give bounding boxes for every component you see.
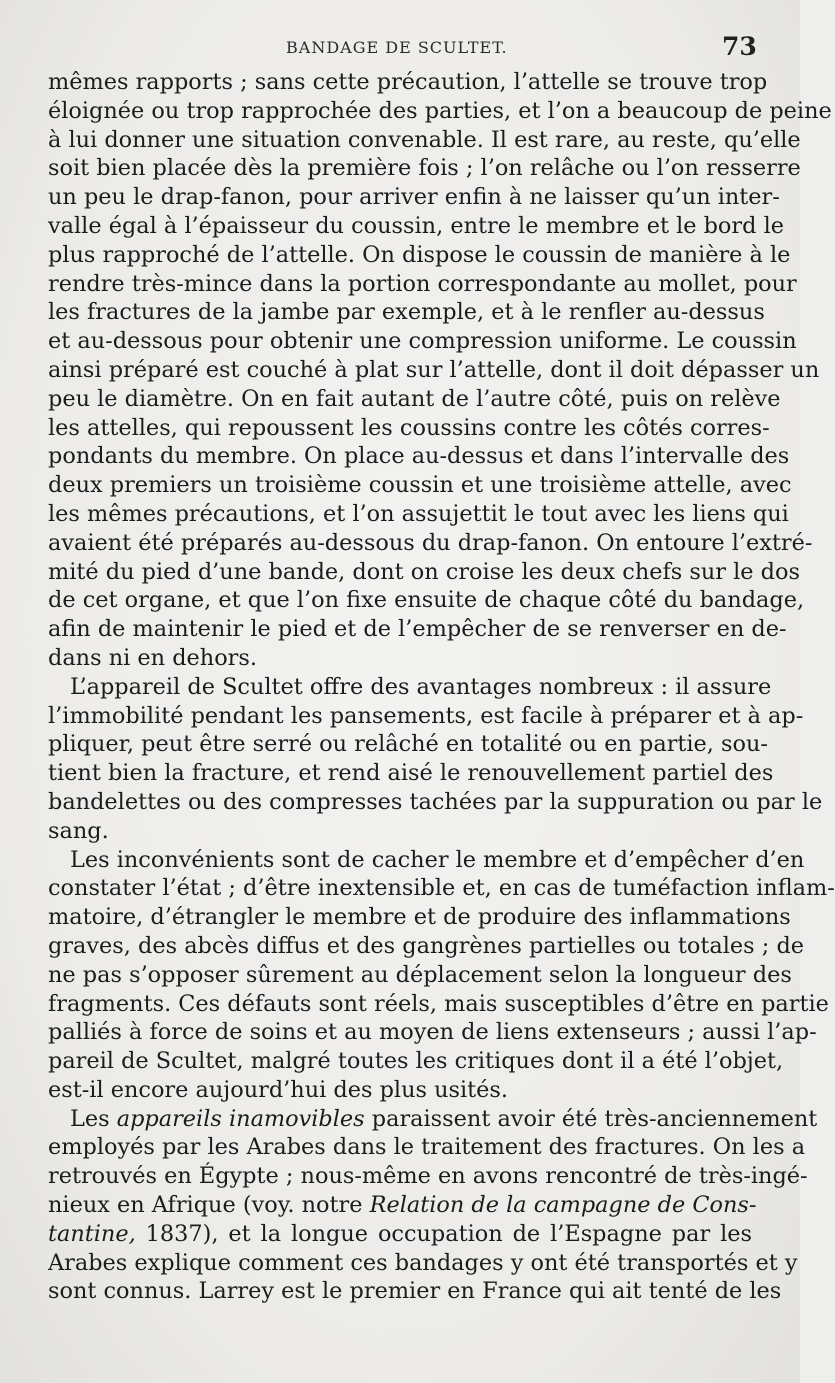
text-run: matoire, d’étrangler le membre et de produire des inflammations [48, 904, 791, 931]
paragraph [48, 1105, 818, 1307]
text-line [48, 1220, 752, 1249]
text-line [48, 356, 820, 385]
text-line [48, 183, 780, 212]
text-run: employés par les Arabes dans le traitement des fractures. On les a [48, 1134, 806, 1161]
text-line [48, 327, 797, 356]
text-run: constater l’état ; d’être inextensible et, en cas de tuméfaction inflam- [48, 875, 835, 902]
italic-text: appareils inamovibles [116, 1105, 365, 1132]
text-run: plus rapproché de l’attelle. On dispose le coussin de manière à le [48, 241, 791, 268]
text-line [48, 126, 801, 155]
text-line [48, 1047, 784, 1076]
text-line [48, 154, 801, 183]
text-run: tient bien la fracture, et rend aisé le renouvellement partiel des [48, 760, 774, 787]
text-line [48, 874, 835, 903]
text-line [48, 1162, 808, 1191]
text-run: 1837), et la longue occupation de l’Espagne par les [135, 1220, 752, 1247]
text-run: palliés à force de soins et au moyen de liens extenseurs ; aussi l’ap- [48, 1019, 817, 1046]
text-run: les fractures de la jambe par exemple, et à le renfler au-dessus [48, 299, 765, 326]
text-line [48, 644, 752, 673]
text-line [48, 414, 770, 443]
text-run: Les [70, 1105, 117, 1132]
text-line [48, 241, 791, 270]
text-line [48, 932, 805, 961]
text-run: de cet organe, et que l’on fixe ensuite de chaque côté du bandage, [48, 587, 805, 614]
text-run: Arabes explique comment ces bandages y ont été transportés et y [48, 1249, 798, 1276]
text-line [48, 817, 752, 846]
text-run: sang. [48, 817, 109, 844]
text-run: fragments. Ces défauts sont réels, mais susceptibles d’être en partie [48, 990, 829, 1017]
text-line [48, 68, 768, 97]
text-run: paraissent avoir été très-anciennement [364, 1105, 818, 1132]
text-run: les attelles, qui repoussent les coussins contre les côtés corres- [48, 414, 770, 441]
page-header [0, 32, 800, 66]
text-run: mêmes rapports ; sans cette précaution, l’attelle se trouve trop [48, 69, 768, 95]
text-run: retrouvés en Égypte ; nous-même en avons rencontré de très-ingé- [48, 1163, 808, 1190]
text-line [48, 471, 792, 500]
text-line [48, 846, 805, 875]
text-run: peu le diamètre. On en fait autant de l’autre côté, puis on relève [48, 385, 781, 412]
text-run: valle égal à l’épaisseur du coussin, entre le membre et le bord le [48, 212, 784, 239]
text-run: rendre très-mince dans la portion correspondante au mollet, pour [48, 270, 797, 297]
text-line [48, 442, 790, 471]
text-run: à lui donner une situation convenable. Il est rare, au reste, qu’elle [48, 126, 801, 153]
text-line [48, 212, 784, 241]
text-run: avaient été préparés au-dessous du drap-fanon. On entoure l’extré- [48, 529, 813, 556]
text-run: ne pas s’opposer sûrement au déplacement selon la longueur des [48, 961, 792, 988]
text-line [48, 1133, 806, 1162]
text-line [48, 990, 829, 1019]
text-line [48, 385, 781, 414]
text-line [48, 1076, 752, 1105]
text-run: nieux en Afrique (voy. notre [48, 1192, 370, 1219]
text-line [48, 615, 787, 644]
running-title: BANDAGE DE SCULTET. [286, 38, 508, 57]
text-line [48, 1249, 798, 1278]
italic-text: tantine, [48, 1220, 136, 1247]
text-run: afin de maintenir le pied et de l’empêcher de se renverser en de- [48, 616, 787, 643]
text-line [48, 702, 804, 731]
text-line [48, 500, 789, 529]
text-line [48, 529, 813, 558]
text-line [48, 730, 768, 759]
text-run: pliquer, peut être serré ou relâché en totalité ou en partie, sou- [48, 731, 768, 758]
italic-text: Relation de la campagne de Cons- [369, 1192, 757, 1219]
text-line [48, 903, 791, 932]
text-line [48, 558, 800, 587]
text-line [48, 1018, 817, 1047]
text-run: pareil de Scultet, malgré toutes les critiques dont il a été l’objet, [48, 1048, 784, 1075]
text-run: mité du pied d’une bande, dont on croise les deux chefs sur le dos [48, 558, 800, 585]
text-run: un peu le drap-fanon, pour arriver enfin à ne laisser qu’un inter- [48, 184, 780, 211]
text-run: soit bien placée dès la première fois ; l’on relâche ou l’on resserre [48, 155, 801, 182]
paragraph [48, 846, 835, 1105]
text-line [48, 1191, 757, 1220]
text-run: bandelettes ou des compresses tachées par la suppuration ou par le [48, 788, 823, 815]
text-line [48, 673, 772, 702]
text-line [48, 1277, 782, 1306]
text-line [48, 961, 792, 990]
page-number: 73 [722, 32, 757, 61]
text-run: ainsi préparé est couché à plat sur l’attelle, dont il doit dépasser un [48, 356, 820, 383]
text-line [48, 97, 832, 126]
text-run: deux premiers un troisième coussin et une troisième attelle, avec [48, 472, 792, 499]
body-text [48, 68, 835, 1306]
text-run: est-il encore aujourd’hui des plus usités. [48, 1076, 509, 1103]
paragraph [48, 68, 832, 673]
text-run: dans ni en dehors. [48, 644, 257, 671]
text-line [48, 1105, 818, 1134]
text-run: et au-dessous pour obtenir une compression uniforme. Le coussin [48, 328, 797, 355]
text-line [48, 788, 823, 817]
text-run: les mêmes précautions, et l’on assujettit le tout avec les liens qui [48, 500, 789, 527]
text-run: pondants du membre. On place au-dessus et dans l’intervalle des [48, 443, 790, 470]
text-run: sont connus. Larrey est le premier en France qui ait tenté de les [48, 1278, 782, 1305]
text-line [48, 270, 797, 299]
text-run: graves, des abcès diffus et des gangrènes partielles ou totales ; de [48, 932, 805, 959]
text-line [48, 759, 774, 788]
text-run: Les inconvénients sont de cacher le membre et d’empêcher d’en [70, 846, 805, 873]
paragraph [48, 673, 823, 846]
text-run: éloignée ou trop rapprochée des parties, et l’on a beaucoup de peine [48, 97, 832, 124]
text-line [48, 586, 805, 615]
text-run: l’immobilité pendant les pansements, est facile à préparer et à ap- [48, 702, 804, 729]
text-run: L’appareil de Scultet offre des avantages nombreux : il assure [70, 673, 772, 700]
text-line [48, 298, 765, 327]
